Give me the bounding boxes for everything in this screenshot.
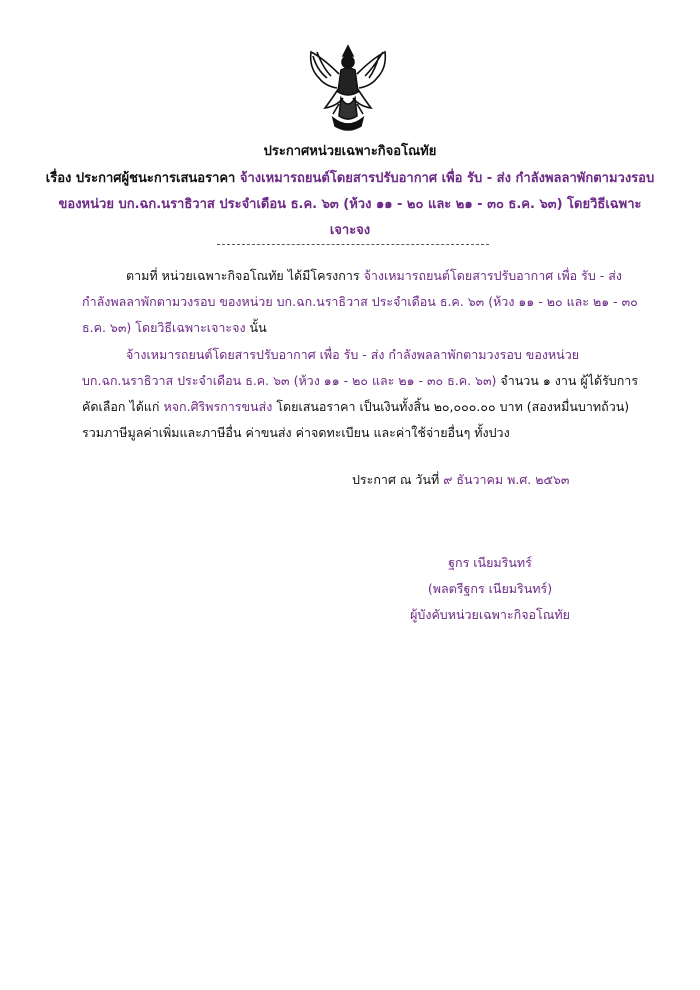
subject-label: เรื่อง [45, 171, 72, 186]
paragraph-2-detail3: รวมภาษีมูลค่าเพิ่มและภาษีอื่น ค่าขนส่ง ค่าจดทะเบียน และค่าใช้จ่ายอื่นๆ ทั้งปวง [82, 425, 510, 440]
signer-name: (พลตรีฐกร เนียมรินทร์) [427, 581, 553, 596]
signer-position: ผู้บังคับหน่วยเฉพาะกิจอโณทัย [410, 607, 570, 622]
announce-date-line [352, 470, 569, 490]
contract-amount: ๒๐,๐๐๐.๐๐ บาท (สองหมื่นบาทถ้วน) [433, 399, 630, 414]
vendor-name: หจก.ศิริพรการขนส่ง [163, 399, 273, 414]
subject-line1-black: ประกาศผู้ชนะการเสนอราคา [75, 171, 236, 186]
paragraph-1-tail: นั้น [249, 320, 267, 335]
signature: ฐกร เนียมรินทร์ [448, 555, 532, 570]
paragraph-2-detail2: โดยเสนอราคา เป็นเงินทั้งสิ้น [276, 399, 430, 414]
paragraph-1 [82, 263, 642, 341]
paragraph-1-lead: ตามที่ หน่วยเฉพาะกิจอโณทัย ได้มีโครงการ [126, 268, 360, 283]
garuda-emblem-icon [303, 38, 393, 134]
subject-line1-purple: จ้างเหมารถยนต์โดยสารปรับอากาศ เพื่อ รับ - ส่ง กำลังพลลาพักตามวงรอบ [239, 171, 655, 186]
paragraph-2-detail1: จำนวน ๑ งาน ผู้ได้รับการคัดเลือก ได้แก่ [82, 373, 639, 414]
document-title: ประกาศหน่วยเฉพาะกิจอโณทัย [263, 144, 437, 159]
announce-date: ๙ ธันวาคม พ.ศ. ๒๕๖๓ [443, 472, 570, 487]
paragraph-2 [82, 342, 642, 446]
signature-block [400, 550, 580, 628]
divider [217, 244, 489, 245]
subject-block [0, 166, 700, 244]
subject-line2: ของหน่วย บก.ฉก.นราธิวาส ประจำเดือน ธ.ค. ๖๓ (ห้วง ๑๑ - ๒๐ และ ๒๑ - ๓๐ ธ.ค. ๖๓) โดยวิธีเฉพาะ [58, 197, 642, 212]
announce-label: ประกาศ ณ วันที่ [352, 472, 440, 487]
subject-line3: เจาะจง [329, 223, 371, 238]
paragraph-1-project: จ้างเหมารถยนต์โดยสารปรับอากาศ เพื่อ รับ - ส่ง กำลังพลลาพักตามวงรอบ ของหน่วย บก.ฉก.นราธิวาส ประจำเดือน ธ.ค. ๖๓ (ห้วง ๑๑ - ๒๐ และ ๒๑ - ๓๐ ธ.ค. ๖๓) โดยวิธีเฉพาะเจาะจง [82, 268, 638, 335]
paragraph-2-project: จ้างเหมารถยนต์โดยสารปรับอากาศ เพื่อ รับ - ส่ง กำลังพลลาพักตามวงรอบ ของหน่วย บก.ฉก.นราธิวาส ประจำเดือน ธ.ค. ๖๓ (ห้วง ๑๑ - ๒๐ และ ๒๑ - ๓๐ ธ.ค. ๖๓) [82, 347, 580, 388]
